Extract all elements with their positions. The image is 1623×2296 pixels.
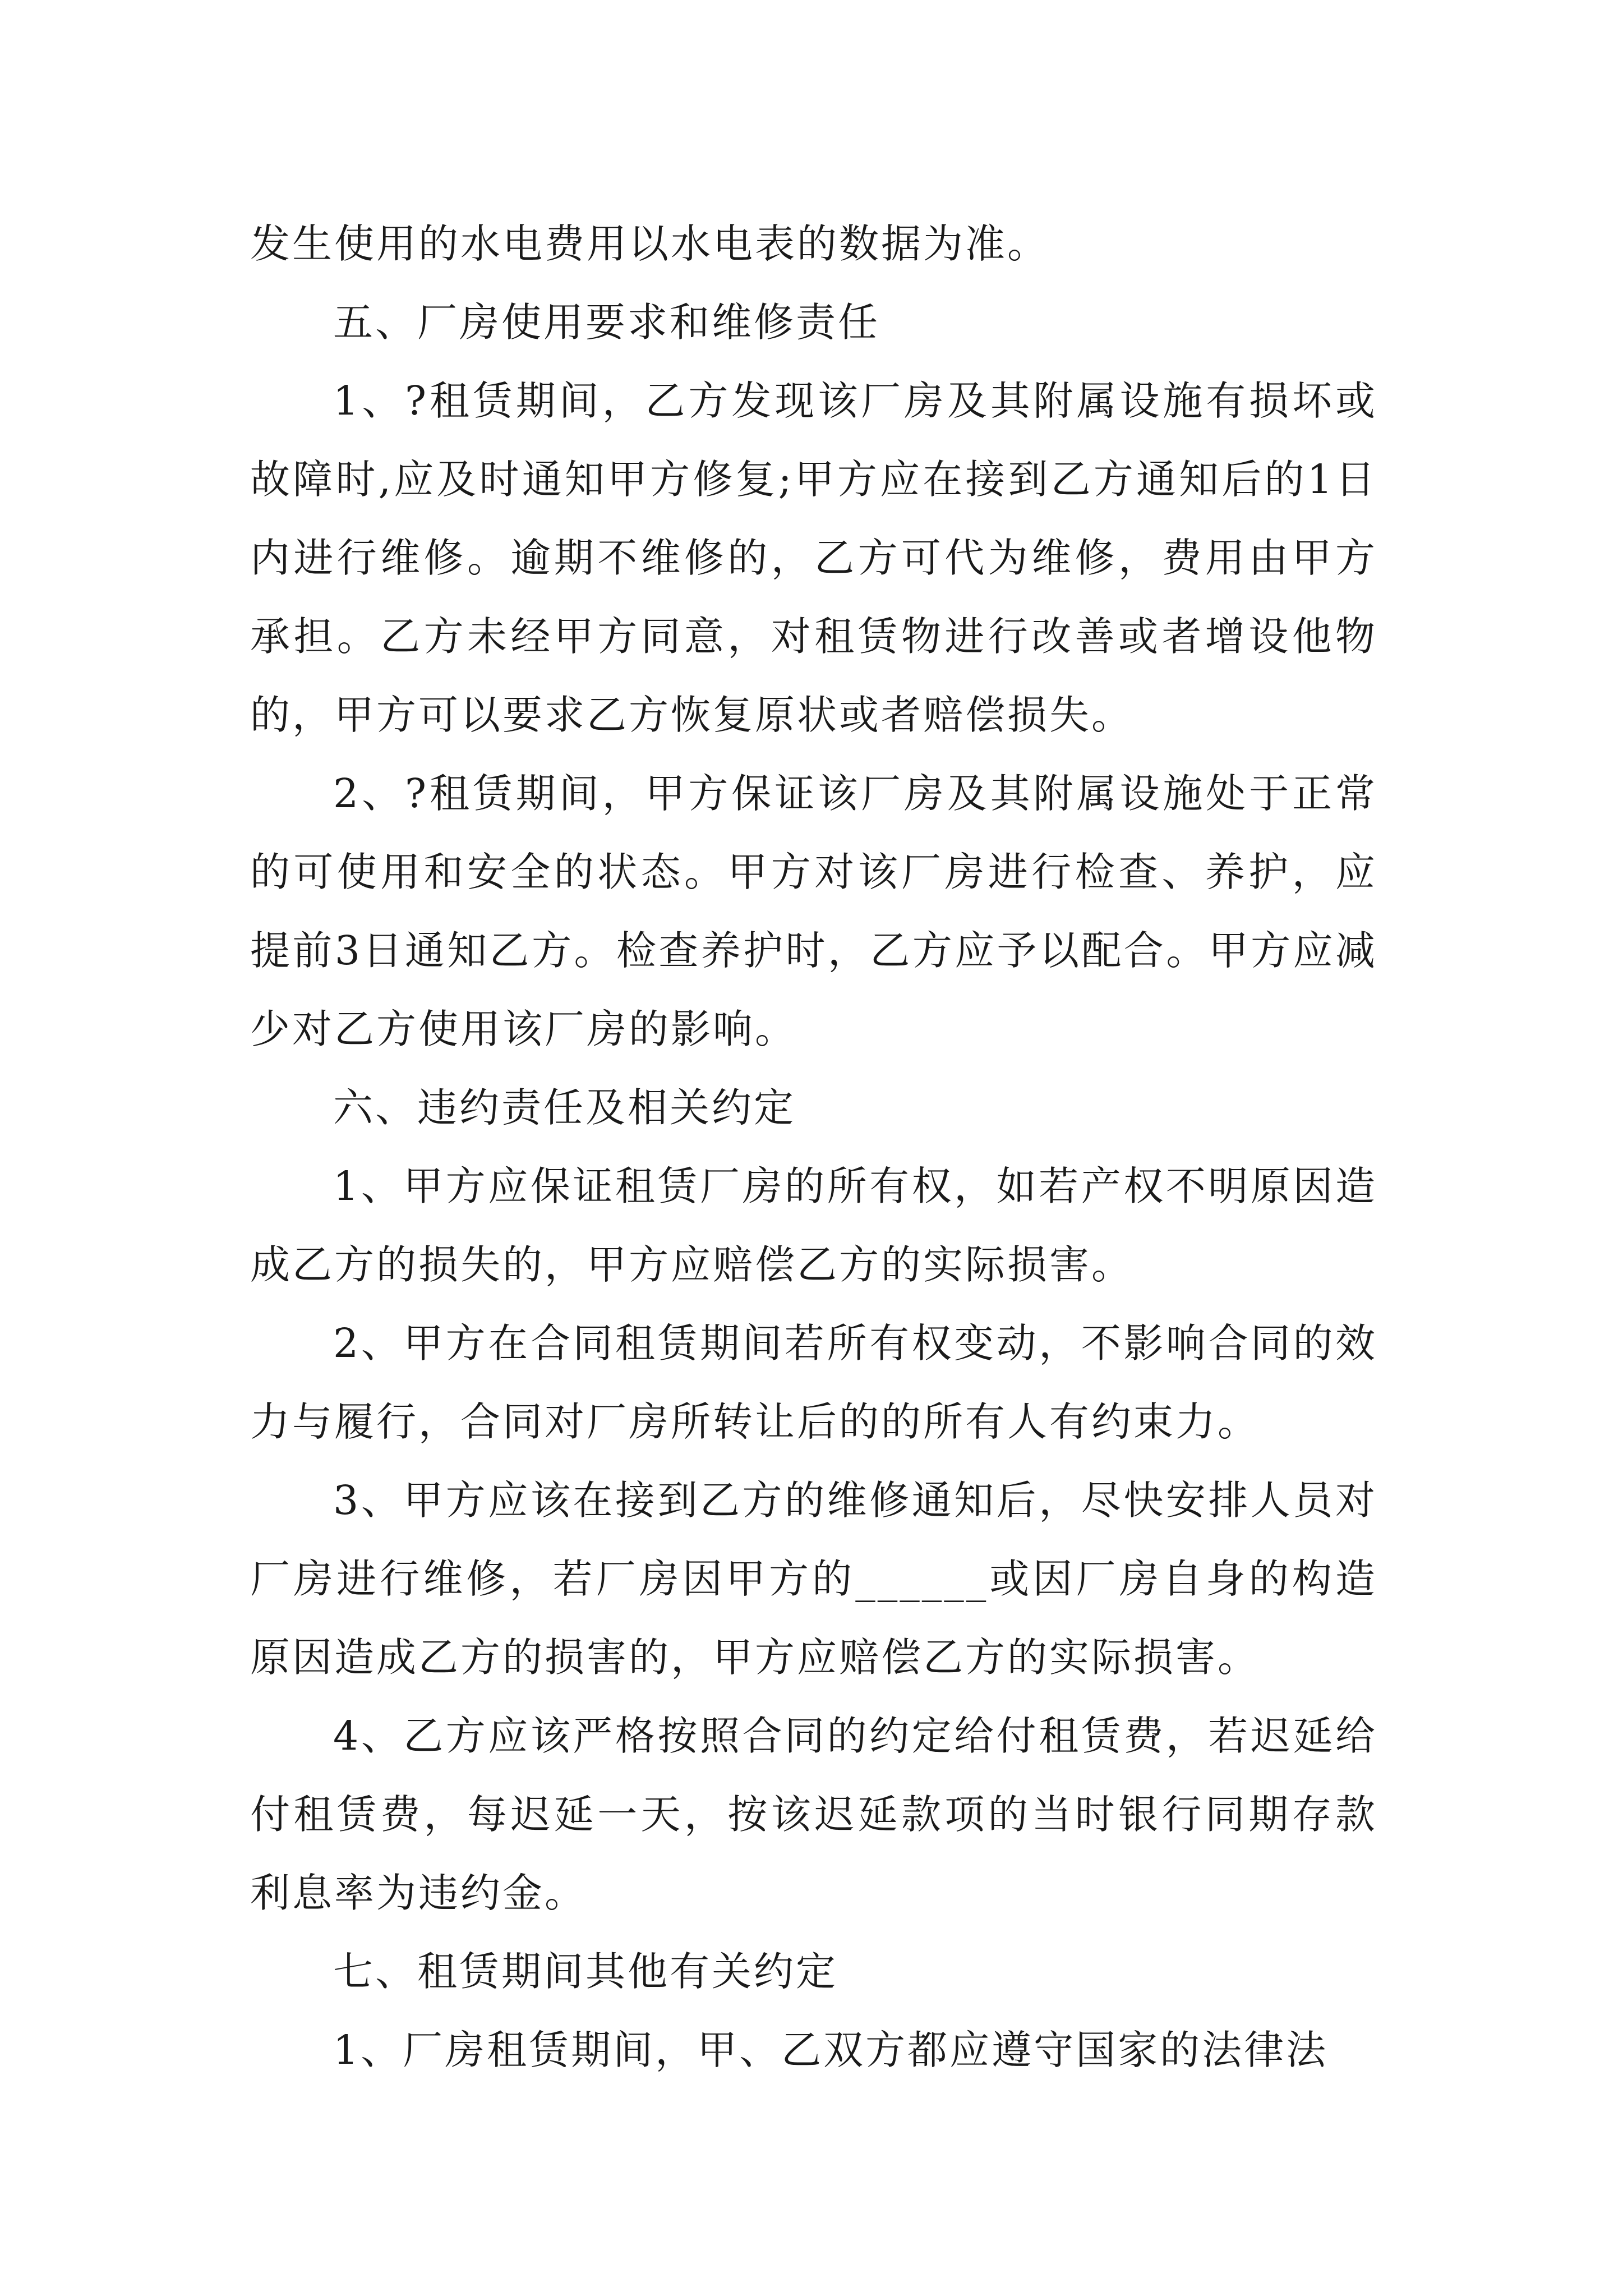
document-body (250, 205, 1377, 2090)
section-heading-6: 六、违约责任及相关约定 (333, 1084, 796, 1131)
section-heading-5: 五、厂房使用要求和维修责任 (333, 299, 880, 346)
clause-6-2: 2、甲方在合同租赁期间若所有权变动，不影响合同的效力与履行，合同对厂房所转让后的的所有人有约束力。 (250, 1320, 1377, 1445)
clause-7-1: 1、厂房租赁期间，甲、乙双方都应遵守国家的法律法 (333, 2027, 1329, 2073)
clause-6-4: 4、乙方应该严格按照合同的约定给付租赁费，若迟延给付租赁费，每迟延一天，按该迟延款项的当时银行同期存款利息率为违约金。 (250, 1713, 1377, 1916)
clause-5-2: 2、?租赁期间，甲方保证该厂房及其附属设施处于正常的可使用和安全的状态。甲方对该厂房进行检查、养护，应提前3日通知乙方。检查养护时，乙方应予以配合。甲方应减少对乙方使用该厂房的影响。 (250, 770, 1377, 1052)
paragraph-utilities-basis: 发生使用的水电费用以水电表的数据为准。 (250, 220, 1050, 267)
clause-6-3: 3、甲方应该在接到乙方的维修通知后，尽快安排人员对厂房进行维修，若厂房因甲方的______或因厂房自身的构造原因造成乙方的损害的，甲方应赔偿乙方的实际损害。 (250, 1477, 1377, 1681)
clause-6-1: 1、甲方应保证租赁厂房的所有权，如若产权不明原因造成乙方的损失的，甲方应赔偿乙方的实际损害。 (250, 1163, 1377, 1288)
section-heading-7: 七、租赁期间其他有关约定 (333, 1948, 838, 1995)
clause-5-1: 1、?租赁期间，乙方发现该厂房及其附属设施有损坏或故障时,应及时通知甲方修复;甲方应在接到乙方通知后的1日内进行维修。逾期不维修的，乙方可代为维修，费用由甲方承担。乙方未经甲方同意，对租赁物进行改善或者增设他物的，甲方可以要求乙方恢复原状或者赔偿损失。 (250, 378, 1377, 738)
